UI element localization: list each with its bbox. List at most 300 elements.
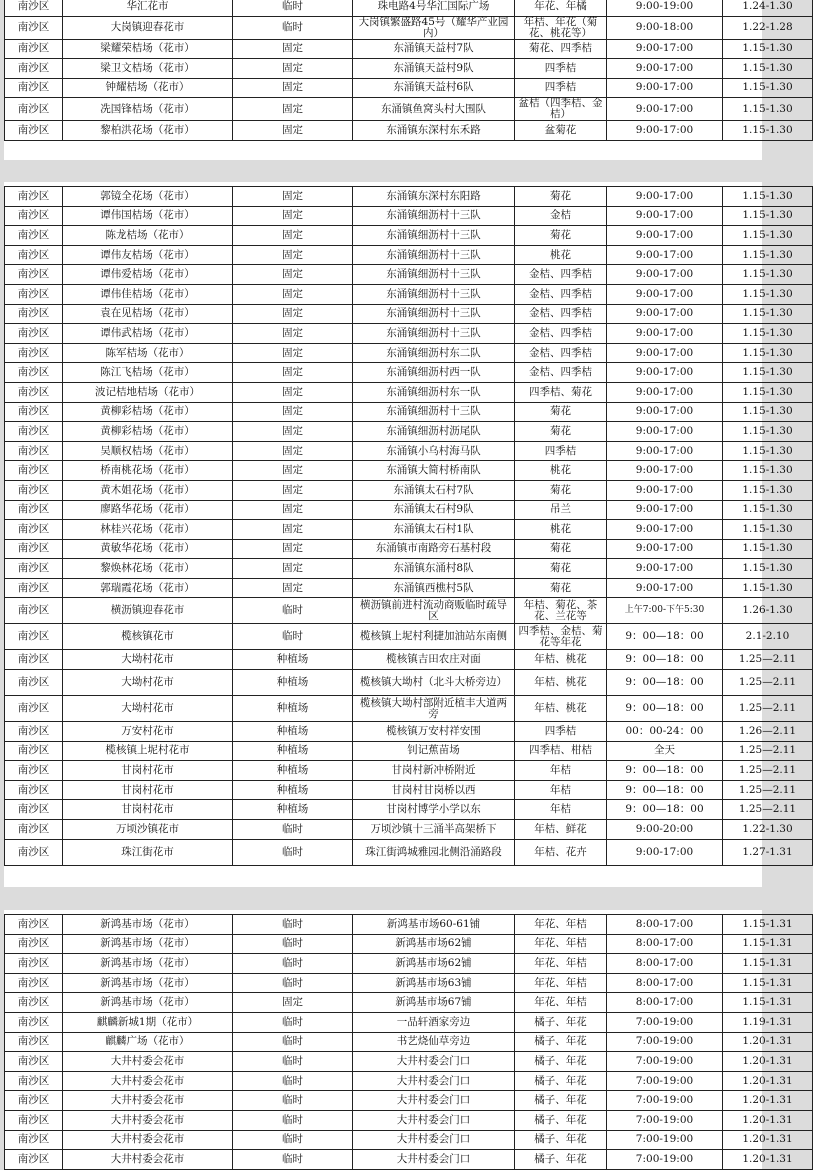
table-row [5, 1052, 813, 1072]
market-name-cell: 大坳村花市 [63, 670, 233, 696]
hours-cell: 9:00-17:00 [607, 284, 723, 304]
products-cell: 年花、年桔 [515, 954, 607, 974]
market-name-cell: 袁在见桔场（花市） [63, 304, 233, 324]
table-row [5, 761, 813, 781]
address-cell: 东涌镇西樵村5队 [353, 578, 515, 598]
table-row [5, 722, 813, 742]
market-name-cell: 黎柏洪花场（花市） [63, 121, 233, 141]
dates-cell: 1.25—2.11 [723, 800, 813, 820]
table-page-1 [4, 0, 793, 160]
type-cell: 固定 [233, 324, 353, 344]
dates-cell: 1.15-1.30 [723, 98, 813, 121]
type-cell: 临时 [233, 973, 353, 993]
table-row [5, 915, 813, 935]
type-cell: 种植场 [233, 780, 353, 800]
type-cell: 固定 [233, 520, 353, 540]
district-cell: 南沙区 [5, 245, 63, 265]
type-cell: 种植场 [233, 761, 353, 781]
address-cell: 东涌镇细沥村沥尾队 [353, 422, 515, 442]
products-cell: 四季桔、菊花 [515, 382, 607, 402]
hours-cell: 9:00-17:00 [607, 382, 723, 402]
products-cell: 菊花 [515, 539, 607, 559]
table-row [5, 1110, 813, 1130]
hours-cell: 9:00-17:00 [607, 441, 723, 461]
table-row [5, 441, 813, 461]
district-cell: 南沙区 [5, 839, 63, 865]
table-page-3 [4, 910, 793, 1170]
products-cell: 年花、年橘 [515, 0, 607, 16]
type-cell: 固定 [233, 500, 353, 520]
table-row [5, 59, 813, 79]
market-name-cell: 黄柳彩桔场（花市） [63, 422, 233, 442]
district-cell: 南沙区 [5, 78, 63, 98]
district-cell: 南沙区 [5, 1110, 63, 1130]
address-cell: 东涌镇小乌村海马队 [353, 441, 515, 461]
dates-cell: 1.15-1.30 [723, 59, 813, 79]
hours-cell: 7:00-19:00 [607, 1032, 723, 1052]
table-row [5, 304, 813, 324]
address-cell: 东涌镇东深村东阳路 [353, 187, 515, 207]
table-row [5, 624, 813, 650]
market-name-cell: 林桂兴花场（花市） [63, 520, 233, 540]
address-cell: 东涌镇细沥村十三队 [353, 402, 515, 422]
products-cell: 桃花 [515, 245, 607, 265]
table-row [5, 578, 813, 598]
type-cell: 种植场 [233, 722, 353, 742]
hours-cell: 9:00-17:00 [607, 78, 723, 98]
type-cell: 种植场 [233, 670, 353, 696]
table-row [5, 1091, 813, 1111]
hours-cell: 9：00—18：00 [607, 696, 723, 722]
products-cell: 年桔、鲜花 [515, 820, 607, 840]
dates-cell: 1.15-1.30 [723, 226, 813, 246]
market-name-cell: 梁卫文桔场（花市） [63, 59, 233, 79]
district-cell: 南沙区 [5, 1052, 63, 1072]
district-cell: 南沙区 [5, 761, 63, 781]
hours-cell: 9:00-17:00 [607, 226, 723, 246]
market-name-cell: 廖路华花场（花市） [63, 500, 233, 520]
market-name-cell: 郭瑞霞花场（花市） [63, 578, 233, 598]
address-cell: 新鸿基市场62铺 [353, 934, 515, 954]
table-row [5, 1032, 813, 1052]
table-row [5, 343, 813, 363]
table-row [5, 226, 813, 246]
table-row [5, 973, 813, 993]
table-row [5, 780, 813, 800]
hours-cell: 9:00-17:00 [607, 520, 723, 540]
table-row [5, 324, 813, 344]
dates-cell: 1.15-1.30 [723, 500, 813, 520]
table-row [5, 993, 813, 1013]
products-cell: 年桔、桃花 [515, 696, 607, 722]
market-name-cell: 麒麟新城1期（花市） [63, 1012, 233, 1032]
table-row [5, 539, 813, 559]
market-name-cell: 谭伟佳桔场（花市） [63, 284, 233, 304]
products-cell: 橘子、年花 [515, 1032, 607, 1052]
type-cell: 临时 [233, 839, 353, 865]
hours-cell: 9:00-17:00 [607, 343, 723, 363]
dates-cell: 1.15-1.31 [723, 954, 813, 974]
address-cell: 榄核镇吉田农庄对面 [353, 650, 515, 670]
address-cell: 横沥镇前进村流动商贩临时疏导区 [353, 598, 515, 624]
type-cell: 固定 [233, 578, 353, 598]
type-cell: 临时 [233, 1130, 353, 1150]
table-row [5, 820, 813, 840]
hours-cell: 7:00-19:00 [607, 1150, 723, 1170]
market-name-cell: 新鸿基市场（花市） [63, 954, 233, 974]
address-cell: 东涌镇细沥村十三队 [353, 245, 515, 265]
type-cell: 固定 [233, 206, 353, 226]
products-cell: 菊花 [515, 480, 607, 500]
dates-cell: 1.27-1.31 [723, 839, 813, 865]
table-row [5, 741, 813, 761]
products-cell: 年桔 [515, 780, 607, 800]
address-cell: 榄核镇万安村祥安围 [353, 722, 515, 742]
district-cell: 南沙区 [5, 304, 63, 324]
hours-cell: 9:00-17:00 [607, 324, 723, 344]
market-name-cell: 谭伟武桔场（花市） [63, 324, 233, 344]
table-row [5, 520, 813, 540]
market-name-cell: 新鸿基市场（花市） [63, 993, 233, 1013]
type-cell: 固定 [233, 363, 353, 383]
hours-cell: 9：00—18：00 [607, 800, 723, 820]
address-cell: 甘岗村新冲桥附近 [353, 761, 515, 781]
market-name-cell: 大井村委会花市 [63, 1110, 233, 1130]
products-cell: 四季桔 [515, 441, 607, 461]
table-row [5, 559, 813, 579]
type-cell: 临时 [233, 1150, 353, 1170]
dates-cell: 1.15-1.30 [723, 461, 813, 481]
market-name-cell: 甘岗村花市 [63, 780, 233, 800]
address-cell: 东涌镇天益村9队 [353, 59, 515, 79]
products-cell: 橘子、年花 [515, 1052, 607, 1072]
table-body [5, 0, 813, 140]
dates-cell: 1.20-1.31 [723, 1110, 813, 1130]
type-cell: 固定 [233, 187, 353, 207]
table-row [5, 480, 813, 500]
district-cell: 南沙区 [5, 16, 63, 39]
district-cell: 南沙区 [5, 1150, 63, 1170]
address-cell: 大井村委会门口 [353, 1052, 515, 1072]
market-name-cell: 新鸿基市场（花市） [63, 973, 233, 993]
district-cell: 南沙区 [5, 915, 63, 935]
type-cell: 临时 [233, 820, 353, 840]
table-row [5, 839, 813, 865]
hours-cell: 8:00-17:00 [607, 993, 723, 1013]
products-cell: 盆菊花 [515, 121, 607, 141]
products-cell: 年桔、桃花 [515, 670, 607, 696]
type-cell: 临时 [233, 934, 353, 954]
address-cell: 大岗镇繁盛路45号（耀华产业园内） [353, 16, 515, 39]
district-cell: 南沙区 [5, 578, 63, 598]
table-row [5, 284, 813, 304]
dates-cell: 1.15-1.30 [723, 121, 813, 141]
market-name-cell: 甘岗村花市 [63, 761, 233, 781]
dates-cell: 1.15-1.30 [723, 441, 813, 461]
hours-cell: 9:00-18:00 [607, 16, 723, 39]
table-row [5, 500, 813, 520]
table-row [5, 696, 813, 722]
products-cell: 四季桔 [515, 722, 607, 742]
address-cell: 东涌镇细沥村十三队 [353, 265, 515, 285]
type-cell: 临时 [233, 1110, 353, 1130]
hours-cell: 9:00-19:00 [607, 0, 723, 16]
address-cell: 榄核镇大坳村部附近植丰大道两旁 [353, 696, 515, 722]
address-cell: 东涌镇太石村1队 [353, 520, 515, 540]
market-name-cell: 大岗镇迎春花市 [63, 16, 233, 39]
table-row [5, 954, 813, 974]
district-cell: 南沙区 [5, 520, 63, 540]
market-name-cell: 华汇花市 [63, 0, 233, 16]
market-name-cell: 大井村委会花市 [63, 1052, 233, 1072]
type-cell: 种植场 [233, 650, 353, 670]
type-cell: 种植场 [233, 741, 353, 761]
hours-cell: 全天 [607, 741, 723, 761]
hours-cell: 8:00-17:00 [607, 954, 723, 974]
hours-cell: 7:00-19:00 [607, 1052, 723, 1072]
dates-cell: 1.15-1.30 [723, 39, 813, 59]
hours-cell: 9:00-17:00 [607, 304, 723, 324]
table-row [5, 670, 813, 696]
products-cell: 菊花 [515, 402, 607, 422]
type-cell: 固定 [233, 39, 353, 59]
type-cell: 固定 [233, 121, 353, 141]
products-cell: 菊花、四季桔 [515, 39, 607, 59]
table-body [5, 915, 813, 1170]
products-cell: 橘子、年花 [515, 1110, 607, 1130]
market-name-cell: 谭伟国桔场（花市） [63, 206, 233, 226]
products-cell: 四季桔、金桔、菊花等年花 [515, 624, 607, 650]
table-row [5, 187, 813, 207]
district-cell: 南沙区 [5, 696, 63, 722]
hours-cell: 9：00—18：00 [607, 624, 723, 650]
address-cell: 一品轩酒家旁边 [353, 1012, 515, 1032]
table-row [5, 206, 813, 226]
table-row [5, 0, 813, 16]
address-cell: 东涌镇细沥村西一队 [353, 363, 515, 383]
type-cell: 临时 [233, 16, 353, 39]
dates-cell: 1.15-1.30 [723, 265, 813, 285]
market-name-cell: 大井村委会花市 [63, 1150, 233, 1170]
district-cell: 南沙区 [5, 402, 63, 422]
dates-cell: 1.15-1.30 [723, 304, 813, 324]
products-cell: 四季桔、柑桔 [515, 741, 607, 761]
district-cell: 南沙区 [5, 780, 63, 800]
hours-cell: 8:00-17:00 [607, 973, 723, 993]
products-cell: 金桔、四季桔 [515, 363, 607, 383]
table-row [5, 461, 813, 481]
table-row [5, 245, 813, 265]
market-name-cell: 陈龙桔场（花市） [63, 226, 233, 246]
district-cell: 南沙区 [5, 559, 63, 579]
table-row [5, 98, 813, 121]
products-cell: 金桔、四季桔 [515, 265, 607, 285]
address-cell: 大井村委会门口 [353, 1130, 515, 1150]
table-row [5, 650, 813, 670]
products-cell: 菊花 [515, 559, 607, 579]
district-cell: 南沙区 [5, 422, 63, 442]
district-cell: 南沙区 [5, 1012, 63, 1032]
type-cell: 固定 [233, 559, 353, 579]
table-row [5, 39, 813, 59]
address-cell: 东涌镇太石村9队 [353, 500, 515, 520]
type-cell: 固定 [233, 245, 353, 265]
hours-cell: 9:00-17:00 [607, 500, 723, 520]
type-cell: 固定 [233, 480, 353, 500]
market-name-cell: 陈江飞桔场（花市） [63, 363, 233, 383]
table-row [5, 1012, 813, 1032]
type-cell: 临时 [233, 624, 353, 650]
products-cell: 金桔 [515, 206, 607, 226]
table-row [5, 800, 813, 820]
market-name-cell: 黄柳彩桔场（花市） [63, 402, 233, 422]
district-cell: 南沙区 [5, 343, 63, 363]
table-row [5, 598, 813, 624]
market-name-cell: 榄核镇上坭村花市 [63, 741, 233, 761]
products-cell: 年桔 [515, 761, 607, 781]
table-body [5, 187, 813, 866]
dates-cell: 1.25—2.11 [723, 780, 813, 800]
type-cell: 临时 [233, 915, 353, 935]
market-name-cell: 大井村委会花市 [63, 1130, 233, 1150]
district-cell: 南沙区 [5, 500, 63, 520]
district-cell: 南沙区 [5, 1071, 63, 1091]
dates-cell: 1.15-1.30 [723, 559, 813, 579]
dates-cell: 1.25—2.11 [723, 670, 813, 696]
market-name-cell: 黄木姐花场（花市） [63, 480, 233, 500]
market-name-cell: 万安村花市 [63, 722, 233, 742]
hours-cell: 9:00-17:00 [607, 39, 723, 59]
table-row [5, 121, 813, 141]
dates-cell: 1.20-1.31 [723, 1071, 813, 1091]
market-name-cell: 甘岗村花市 [63, 800, 233, 820]
table-row [5, 265, 813, 285]
products-cell: 年花、年桔 [515, 973, 607, 993]
type-cell: 固定 [233, 402, 353, 422]
products-cell: 金桔、四季桔 [515, 304, 607, 324]
dates-cell: 1.25—2.11 [723, 696, 813, 722]
table-row [5, 1071, 813, 1091]
products-cell: 年桔、年花（菊花、桃花等） [515, 16, 607, 39]
table-row [5, 934, 813, 954]
flower-market-table [4, 186, 813, 866]
district-cell: 南沙区 [5, 59, 63, 79]
district-cell: 南沙区 [5, 741, 63, 761]
hours-cell: 7:00-19:00 [607, 1091, 723, 1111]
products-cell: 年花、年桔 [515, 993, 607, 1013]
hours-cell: 9：00—18：00 [607, 780, 723, 800]
type-cell: 临时 [233, 954, 353, 974]
market-name-cell: 麒麟广场（花市） [63, 1032, 233, 1052]
type-cell: 固定 [233, 343, 353, 363]
table-row [5, 1130, 813, 1150]
hours-cell: 9:00-17:00 [607, 422, 723, 442]
type-cell: 固定 [233, 382, 353, 402]
dates-cell: 1.15-1.30 [723, 402, 813, 422]
market-name-cell: 横沥镇迎春花市 [63, 598, 233, 624]
address-cell: 东涌镇细沥村十三队 [353, 226, 515, 246]
address-cell: 东涌镇东涌村8队 [353, 559, 515, 579]
hours-cell: 9:00-17:00 [607, 402, 723, 422]
dates-cell: 1.15-1.31 [723, 993, 813, 1013]
district-cell: 南沙区 [5, 121, 63, 141]
hours-cell: 9：00—18：00 [607, 650, 723, 670]
market-name-cell: 新鸿基市场（花市） [63, 915, 233, 935]
district-cell: 南沙区 [5, 382, 63, 402]
address-cell: 东涌镇细沥村十三队 [353, 304, 515, 324]
district-cell: 南沙区 [5, 800, 63, 820]
district-cell: 南沙区 [5, 206, 63, 226]
dates-cell: 1.15-1.30 [723, 187, 813, 207]
market-name-cell: 陈军桔场（花市） [63, 343, 233, 363]
district-cell: 南沙区 [5, 441, 63, 461]
dates-cell: 1.26-1.30 [723, 598, 813, 624]
products-cell: 四季桔 [515, 59, 607, 79]
type-cell: 固定 [233, 98, 353, 121]
products-cell: 年桔、花卉 [515, 839, 607, 865]
type-cell: 固定 [233, 461, 353, 481]
address-cell: 东涌镇鱼窝头村大围队 [353, 98, 515, 121]
products-cell: 桃花 [515, 461, 607, 481]
products-cell: 年桔、桃花 [515, 650, 607, 670]
district-cell: 南沙区 [5, 650, 63, 670]
table-row [5, 363, 813, 383]
hours-cell: 9:00-17:00 [607, 559, 723, 579]
address-cell: 大井村委会门口 [353, 1150, 515, 1170]
dates-cell: 2.1-2.10 [723, 624, 813, 650]
address-cell: 东涌镇细沥村十三队 [353, 206, 515, 226]
district-cell: 南沙区 [5, 670, 63, 696]
dates-cell: 1.15-1.30 [723, 324, 813, 344]
market-name-cell: 大坳村花市 [63, 650, 233, 670]
dates-cell: 1.15-1.31 [723, 934, 813, 954]
table-row [5, 422, 813, 442]
market-name-cell: 桥南桃花场（花市） [63, 461, 233, 481]
dates-cell: 1.25—2.11 [723, 741, 813, 761]
address-cell: 东涌镇天益村6队 [353, 78, 515, 98]
district-cell: 南沙区 [5, 934, 63, 954]
type-cell: 临时 [233, 1091, 353, 1111]
dates-cell: 1.19-1.31 [723, 1012, 813, 1032]
dates-cell: 1.15-1.30 [723, 245, 813, 265]
address-cell: 大井村委会门口 [353, 1091, 515, 1111]
district-cell: 南沙区 [5, 624, 63, 650]
dates-cell: 1.20-1.31 [723, 1091, 813, 1111]
hours-cell: 9:00-17:00 [607, 206, 723, 226]
dates-cell: 1.15-1.30 [723, 578, 813, 598]
district-cell: 南沙区 [5, 461, 63, 481]
market-name-cell: 谭伟友桔场（花市） [63, 245, 233, 265]
products-cell: 菊花 [515, 578, 607, 598]
address-cell: 珠江街鸿城雅园北侧沿涌路段 [353, 839, 515, 865]
dates-cell: 1.15-1.30 [723, 206, 813, 226]
type-cell: 固定 [233, 284, 353, 304]
products-cell: 年桔 [515, 800, 607, 820]
address-cell: 东涌镇细沥村东一队 [353, 382, 515, 402]
dates-cell: 1.15-1.30 [723, 422, 813, 442]
hours-cell: 9:00-17:00 [607, 363, 723, 383]
dates-cell: 1.22-1.30 [723, 820, 813, 840]
district-cell: 南沙区 [5, 1032, 63, 1052]
products-cell: 橘子、年花 [515, 1071, 607, 1091]
address-cell: 新鸿基市场62铺 [353, 954, 515, 974]
table-row [5, 78, 813, 98]
district-cell: 南沙区 [5, 993, 63, 1013]
products-cell: 吊兰 [515, 500, 607, 520]
hours-cell: 7:00-19:00 [607, 1071, 723, 1091]
type-cell: 临时 [233, 0, 353, 16]
district-cell: 南沙区 [5, 598, 63, 624]
